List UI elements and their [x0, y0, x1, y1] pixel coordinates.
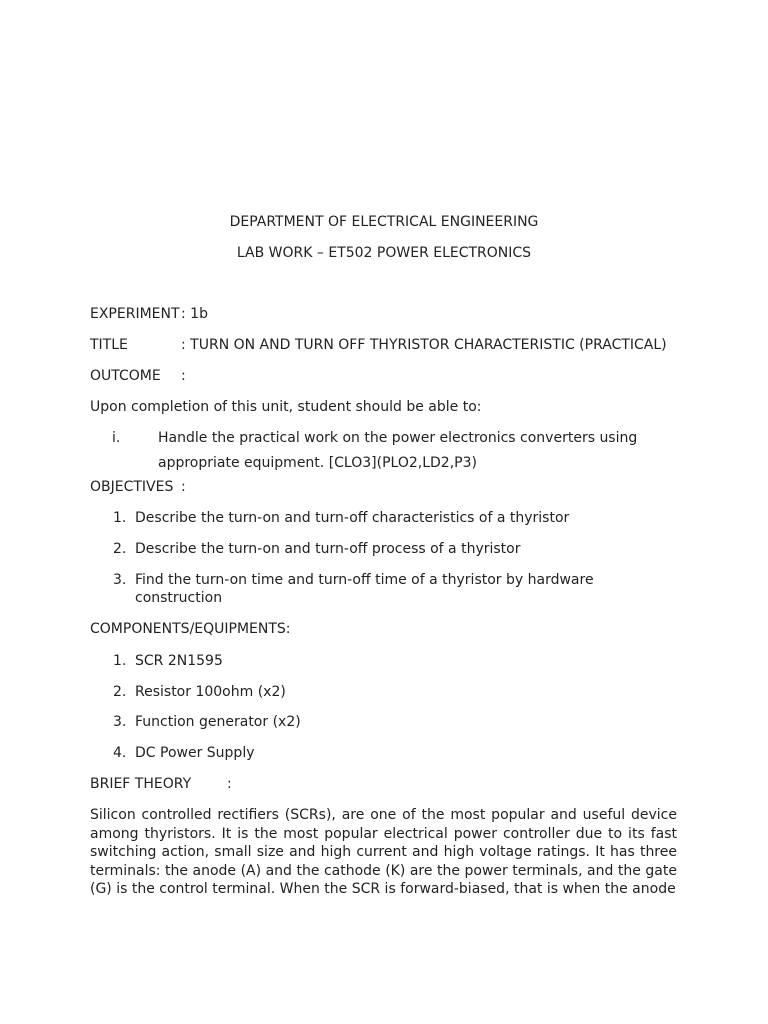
list-marker: 3. — [113, 714, 127, 730]
list-item: DC Power Supply — [135, 745, 255, 761]
brief-theory-paragraph: Silicon controlled rectifiers (SCRs), are one of the most popular and useful device among thyristors. It is the most popular electrical power controller due to its fast switching action, small size and high current and high voltage ratings. It has three terminals: the anode (A) and the cathode (K) are the power terminals, and the gate (G) is the control terminal. When the SCR is forward-biased, that is when the anode — [90, 807, 677, 897]
list-marker: 2. — [113, 541, 127, 557]
list-item-continuation: construction — [135, 590, 223, 606]
experiment-label: EXPERIMENT — [90, 306, 180, 322]
list-marker: 4. — [113, 745, 127, 761]
list-marker: 3. — [113, 572, 127, 588]
list-marker: 1. — [113, 510, 127, 526]
outcome-label: OUTCOME — [90, 368, 161, 384]
experiment-value: : 1b — [181, 306, 208, 322]
components-label: COMPONENTS/EQUIPMENTS: — [90, 621, 291, 637]
list-marker: 2. — [113, 684, 127, 700]
brief-theory-label: BRIEF THEORY — [90, 776, 192, 792]
title-value: : TURN ON AND TURN OFF THYRISTOR CHARACTERISTIC (PRACTICAL) — [181, 337, 667, 353]
list-item: SCR 2N1595 — [135, 653, 223, 669]
list-item-continuation: appropriate equipment. [CLO3](PLO2,LD2,P3) — [158, 455, 477, 471]
objectives-label: OBJECTIVES — [90, 479, 174, 495]
list-marker: 1. — [113, 653, 127, 669]
department-heading: DEPARTMENT OF ELECTRICAL ENGINEERING — [229, 214, 539, 230]
list-item: Describe the turn-on and turn-off process of a thyristor — [135, 541, 521, 557]
outcome-colon: : — [181, 368, 186, 384]
list-item: Function generator (x2) — [135, 714, 301, 730]
list-item: Find the turn-on time and turn-off time of a thyristor by hardware — [135, 572, 594, 588]
list-marker: i. — [112, 430, 121, 446]
list-item: Describe the turn-on and turn-off characteristics of a thyristor — [135, 510, 570, 526]
list-item: Resistor 100ohm (x2) — [135, 684, 286, 700]
outcome-intro: Upon completion of this unit, student should be able to: — [90, 399, 482, 415]
list-item: Handle the practical work on the power electronics converters using — [158, 430, 638, 446]
objectives-colon: : — [181, 479, 186, 495]
title-label: TITLE — [90, 337, 128, 353]
lab-work-heading: LAB WORK – ET502 POWER ELECTRONICS — [236, 245, 532, 261]
brief-theory-colon: : — [227, 776, 232, 792]
